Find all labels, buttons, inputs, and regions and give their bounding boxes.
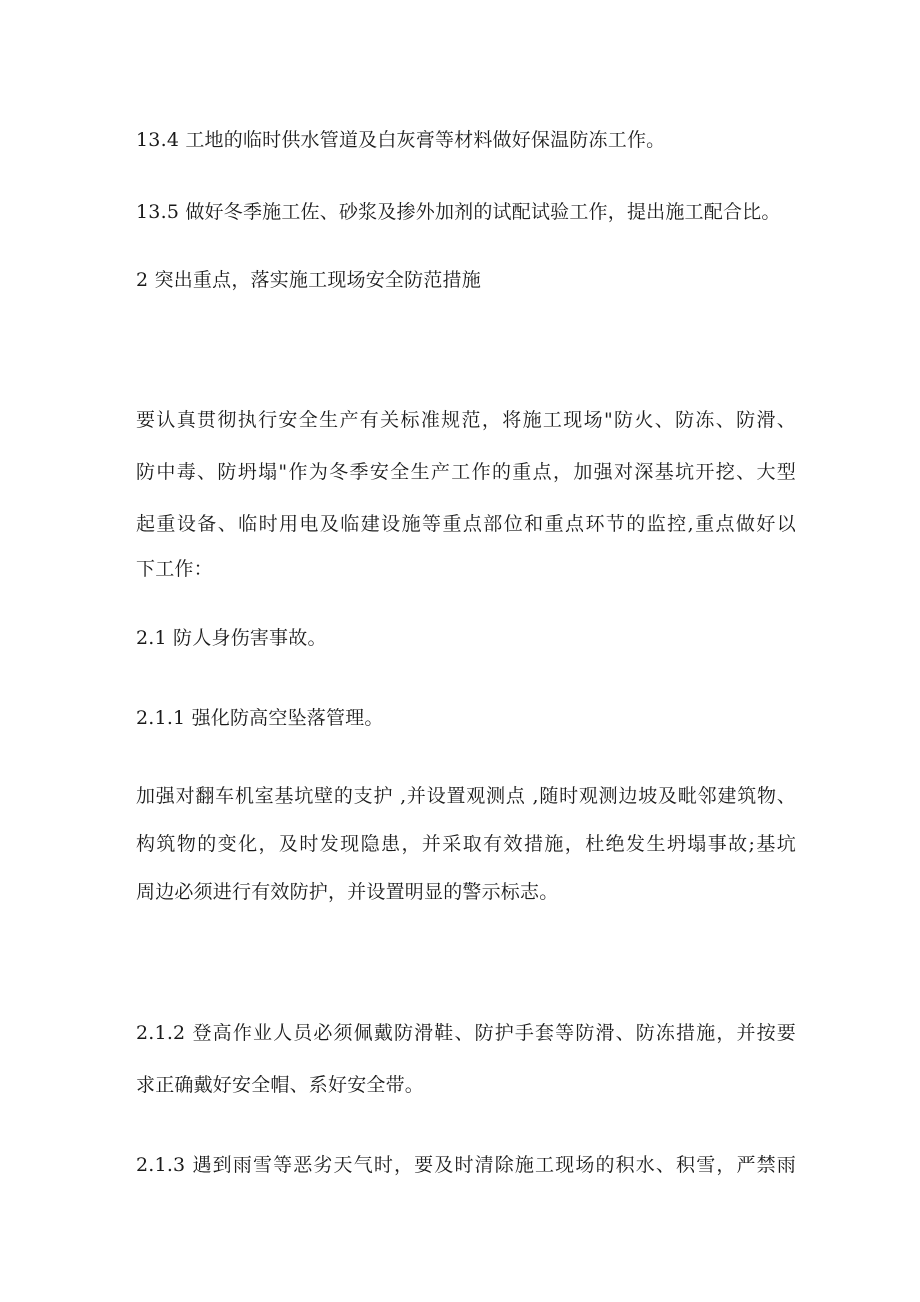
item-2-1-1: 2.1.1 强化防高空坠落管理。 <box>136 707 384 729</box>
intro-line: 起重设备、临时用电及临建设施等重点部位和重点环节的监控,重点做好以 <box>136 513 796 535</box>
item-2-1-3-line: 2.1.3 遇到雨雪等恶劣天气时，要及时清除施工现场的积水、积雪，严禁雨 <box>136 1154 796 1176</box>
intro-line: 下工作： <box>136 558 213 580</box>
item-2-1-2-line: 求正确戴好安全帽、系好安全带。 <box>136 1074 425 1096</box>
intro-line: 防中毒、防坍塌"作为冬季安全生产工作的重点，加强对深基坑开挖、大型 <box>136 461 796 483</box>
support-line: 加强对翻车机室基坑壁的支护 ,并设置观测点 ,随时观测边坡及毗邻建筑物、 <box>136 785 796 807</box>
item-2-1: 2.1 防人身伤害事故。 <box>136 627 327 649</box>
item-2-1-2-line: 2.1.2 登高作业人员必须佩戴防滑鞋、防护手套等防滑、防冻措施，并按要 <box>136 1022 796 1044</box>
section-heading-2: 2 突出重点，落实施工现场安全防范措施 <box>136 269 481 291</box>
support-line: 构筑物的变化，及时发现隐患，并采取有效措施，杜绝发生坍塌事故;基坑 <box>136 833 796 855</box>
item-13-5: 13.5 做好冬季施工佐、砂浆及掺外加剂的试配试验工作，提出施工配合比。 <box>136 201 781 223</box>
item-13-4: 13.4 工地的临时供水管道及白灰膏等材料做好保温防冻工作。 <box>136 129 666 151</box>
support-line: 周边必须进行有效防护，并设置明显的警示标志。 <box>136 881 559 903</box>
intro-line: 要认真贯彻执行安全生产有关标准规范，将施工现场"防火、防冻、防滑、 <box>136 409 796 431</box>
